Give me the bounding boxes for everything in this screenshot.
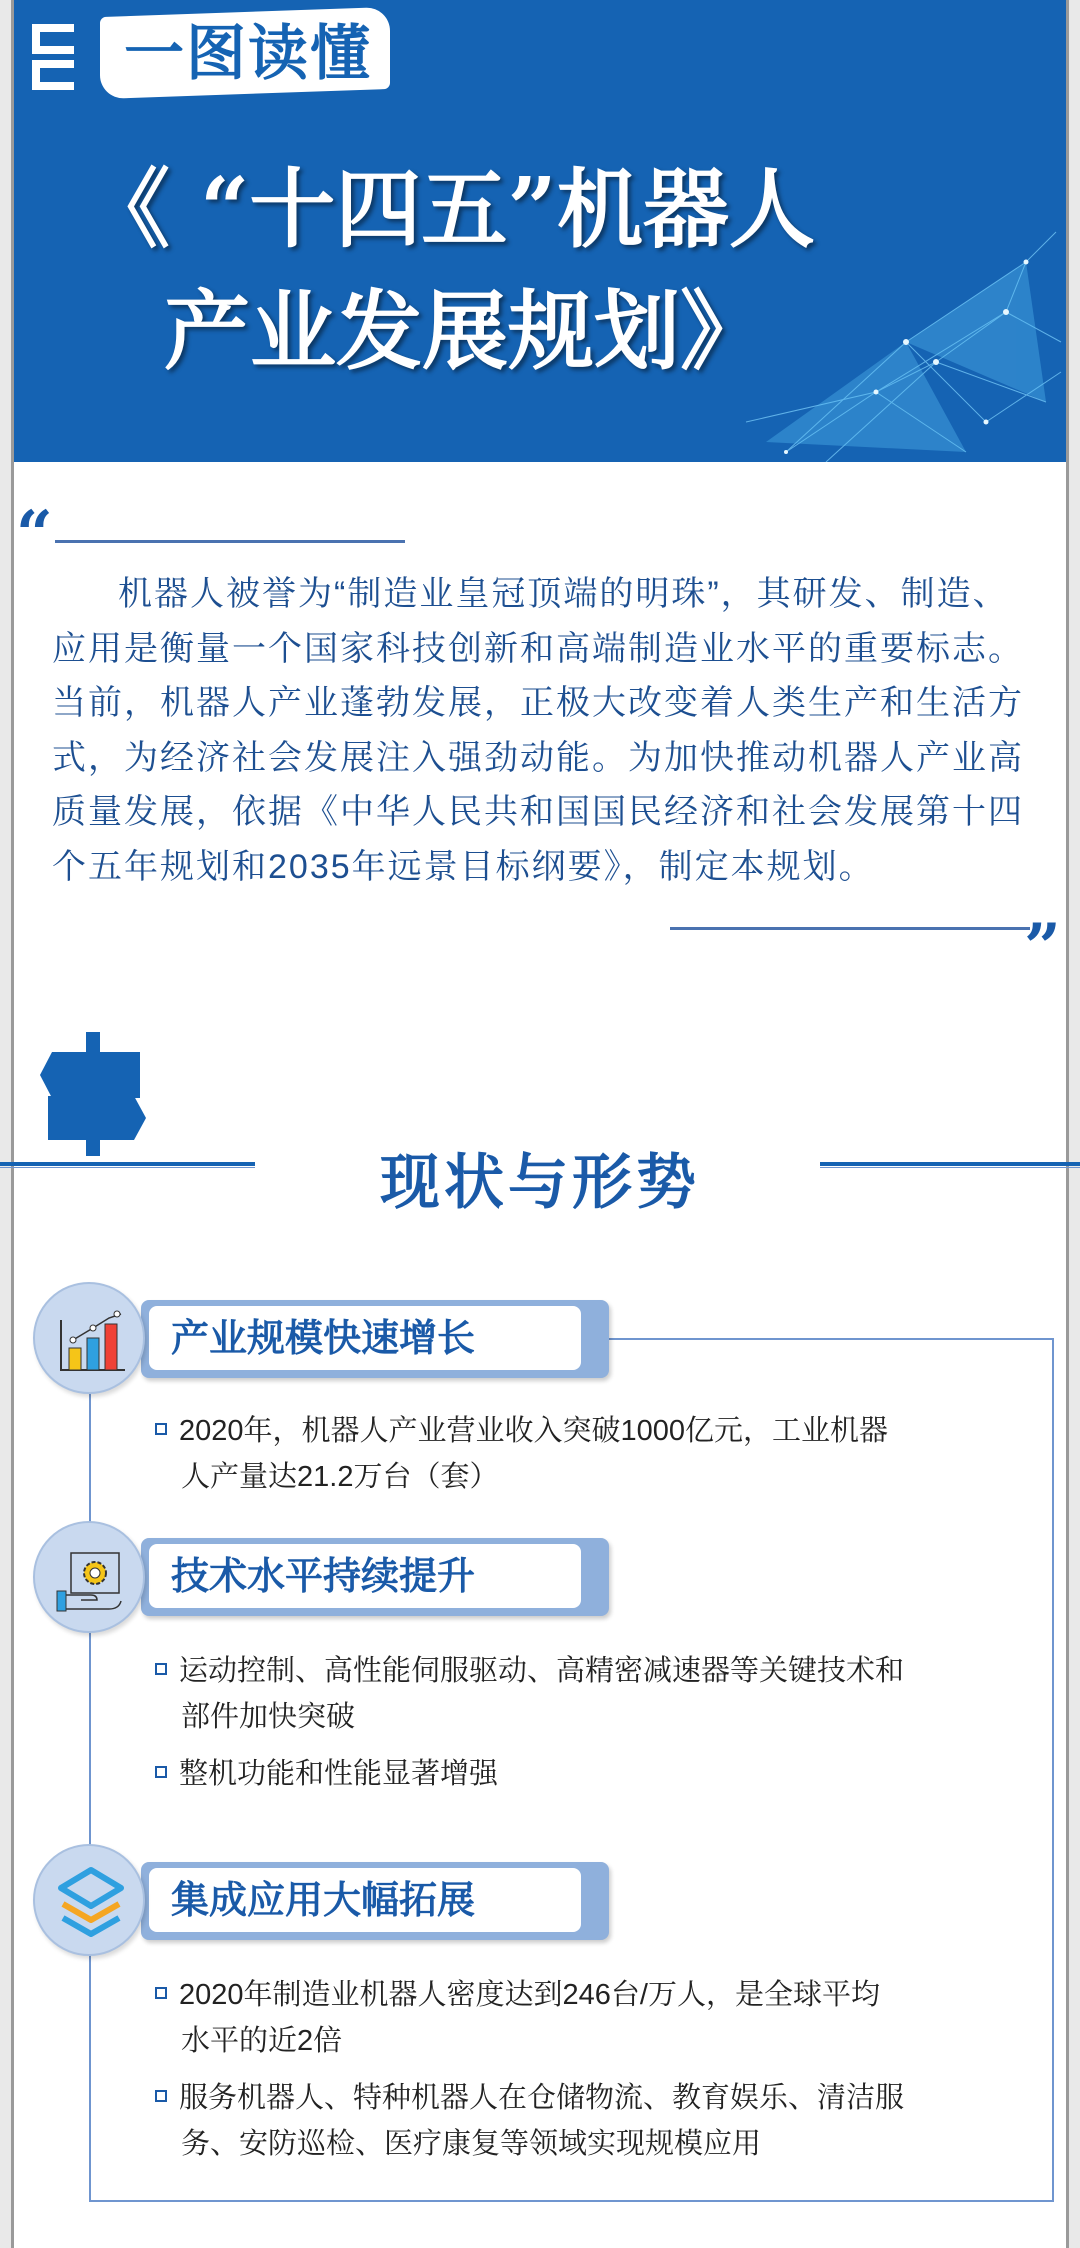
intro-line: 式，为经济社会发展注入强劲动能。为加快推动机器人产业高 xyxy=(52,738,1024,777)
close-quote-mark: ” xyxy=(1024,910,1061,985)
bullet-text: 人产量达21.2万台（套） xyxy=(181,1461,499,1493)
bullet-square-icon xyxy=(155,1766,167,1778)
open-quote-mark: “ xyxy=(16,497,53,572)
network-decoration xyxy=(726,222,1066,462)
item-heading-banner xyxy=(141,1538,609,1616)
badge-text: 一图读懂 xyxy=(124,20,372,87)
layers-icon xyxy=(51,1862,131,1942)
item-heading-banner xyxy=(141,1862,609,1940)
bullet-text: 水平的近2倍 xyxy=(181,2025,343,2057)
intro-line: 当前，机器人产业蓬勃发展，正极大改变着人类生产和生活方 xyxy=(52,684,1024,722)
bullet-square-icon xyxy=(155,2090,167,2102)
intro-line: 个五年规划和2035年远景目标纲要》，制定本规划。 xyxy=(52,847,875,886)
page-border-right xyxy=(1066,0,1080,2248)
bullet-text: 务、安防巡检、医疗康复等领域实现规模应用 xyxy=(181,2128,762,2160)
bullet-item xyxy=(155,1751,498,1797)
bullet-item xyxy=(155,2075,904,2167)
item-heading-banner xyxy=(141,1300,609,1378)
quote-divider-bottom xyxy=(670,927,1030,930)
bullet-item xyxy=(155,1648,904,1740)
book-icon xyxy=(22,20,82,94)
header-banner xyxy=(14,0,1066,462)
intro-line: 机器人被誉为“制造业皇冠顶端的明珠”，其研发、制造、 xyxy=(118,575,1009,613)
page-border-left xyxy=(0,0,14,2248)
item-icon-circle xyxy=(33,1844,145,1956)
intro-line: 质量发展，依据《中华人民共和国国民经济和社会发展第十四 xyxy=(52,793,1024,831)
bullet-square-icon xyxy=(155,1423,167,1435)
bullet-text: 2020年，机器人产业营业收入突破1000亿元，工业机器 xyxy=(179,1415,889,1447)
item-heading: 技术水平持续提升 xyxy=(171,1556,476,1598)
page-title-line2: 产业发展规划》 xyxy=(164,281,766,382)
bullet-text: 整机功能和性能显著增强 xyxy=(179,1758,499,1790)
bullet-text: 运动控制、高性能伺服驱动、高精密减速器等关键技术和 xyxy=(179,1655,905,1687)
bullet-text: 部件加快突破 xyxy=(181,1701,356,1733)
item-icon-circle xyxy=(33,1282,145,1394)
item-heading: 集成应用大幅拓展 xyxy=(171,1880,476,1922)
intro-line: 应用是衡量一个国家科技创新和高端制造业水平的重要标志。 xyxy=(52,629,1024,668)
section-title: 现状与形势 xyxy=(380,1149,700,1216)
gear-hand-icon xyxy=(51,1539,131,1619)
item-icon-circle xyxy=(33,1521,145,1633)
bullet-text: 服务机器人、特种机器人在仓储物流、教育娱乐、清洁服 xyxy=(179,2082,905,2114)
bullet-text: 2020年制造业机器人密度达到246台/万人，是全球平均 xyxy=(179,1979,880,2011)
item-heading: 产业规模快速增长 xyxy=(171,1318,476,1360)
quote-divider-top xyxy=(55,540,405,543)
page-title-line1: 《 “十四五”机器人 xyxy=(84,159,815,260)
bullet-square-icon xyxy=(155,1987,167,1999)
bullet-item xyxy=(155,1408,888,1500)
bullet-square-icon xyxy=(155,1663,167,1675)
bullet-item xyxy=(155,1972,880,2064)
intro-paragraph xyxy=(52,567,1066,894)
bar-chart-icon xyxy=(51,1300,131,1380)
